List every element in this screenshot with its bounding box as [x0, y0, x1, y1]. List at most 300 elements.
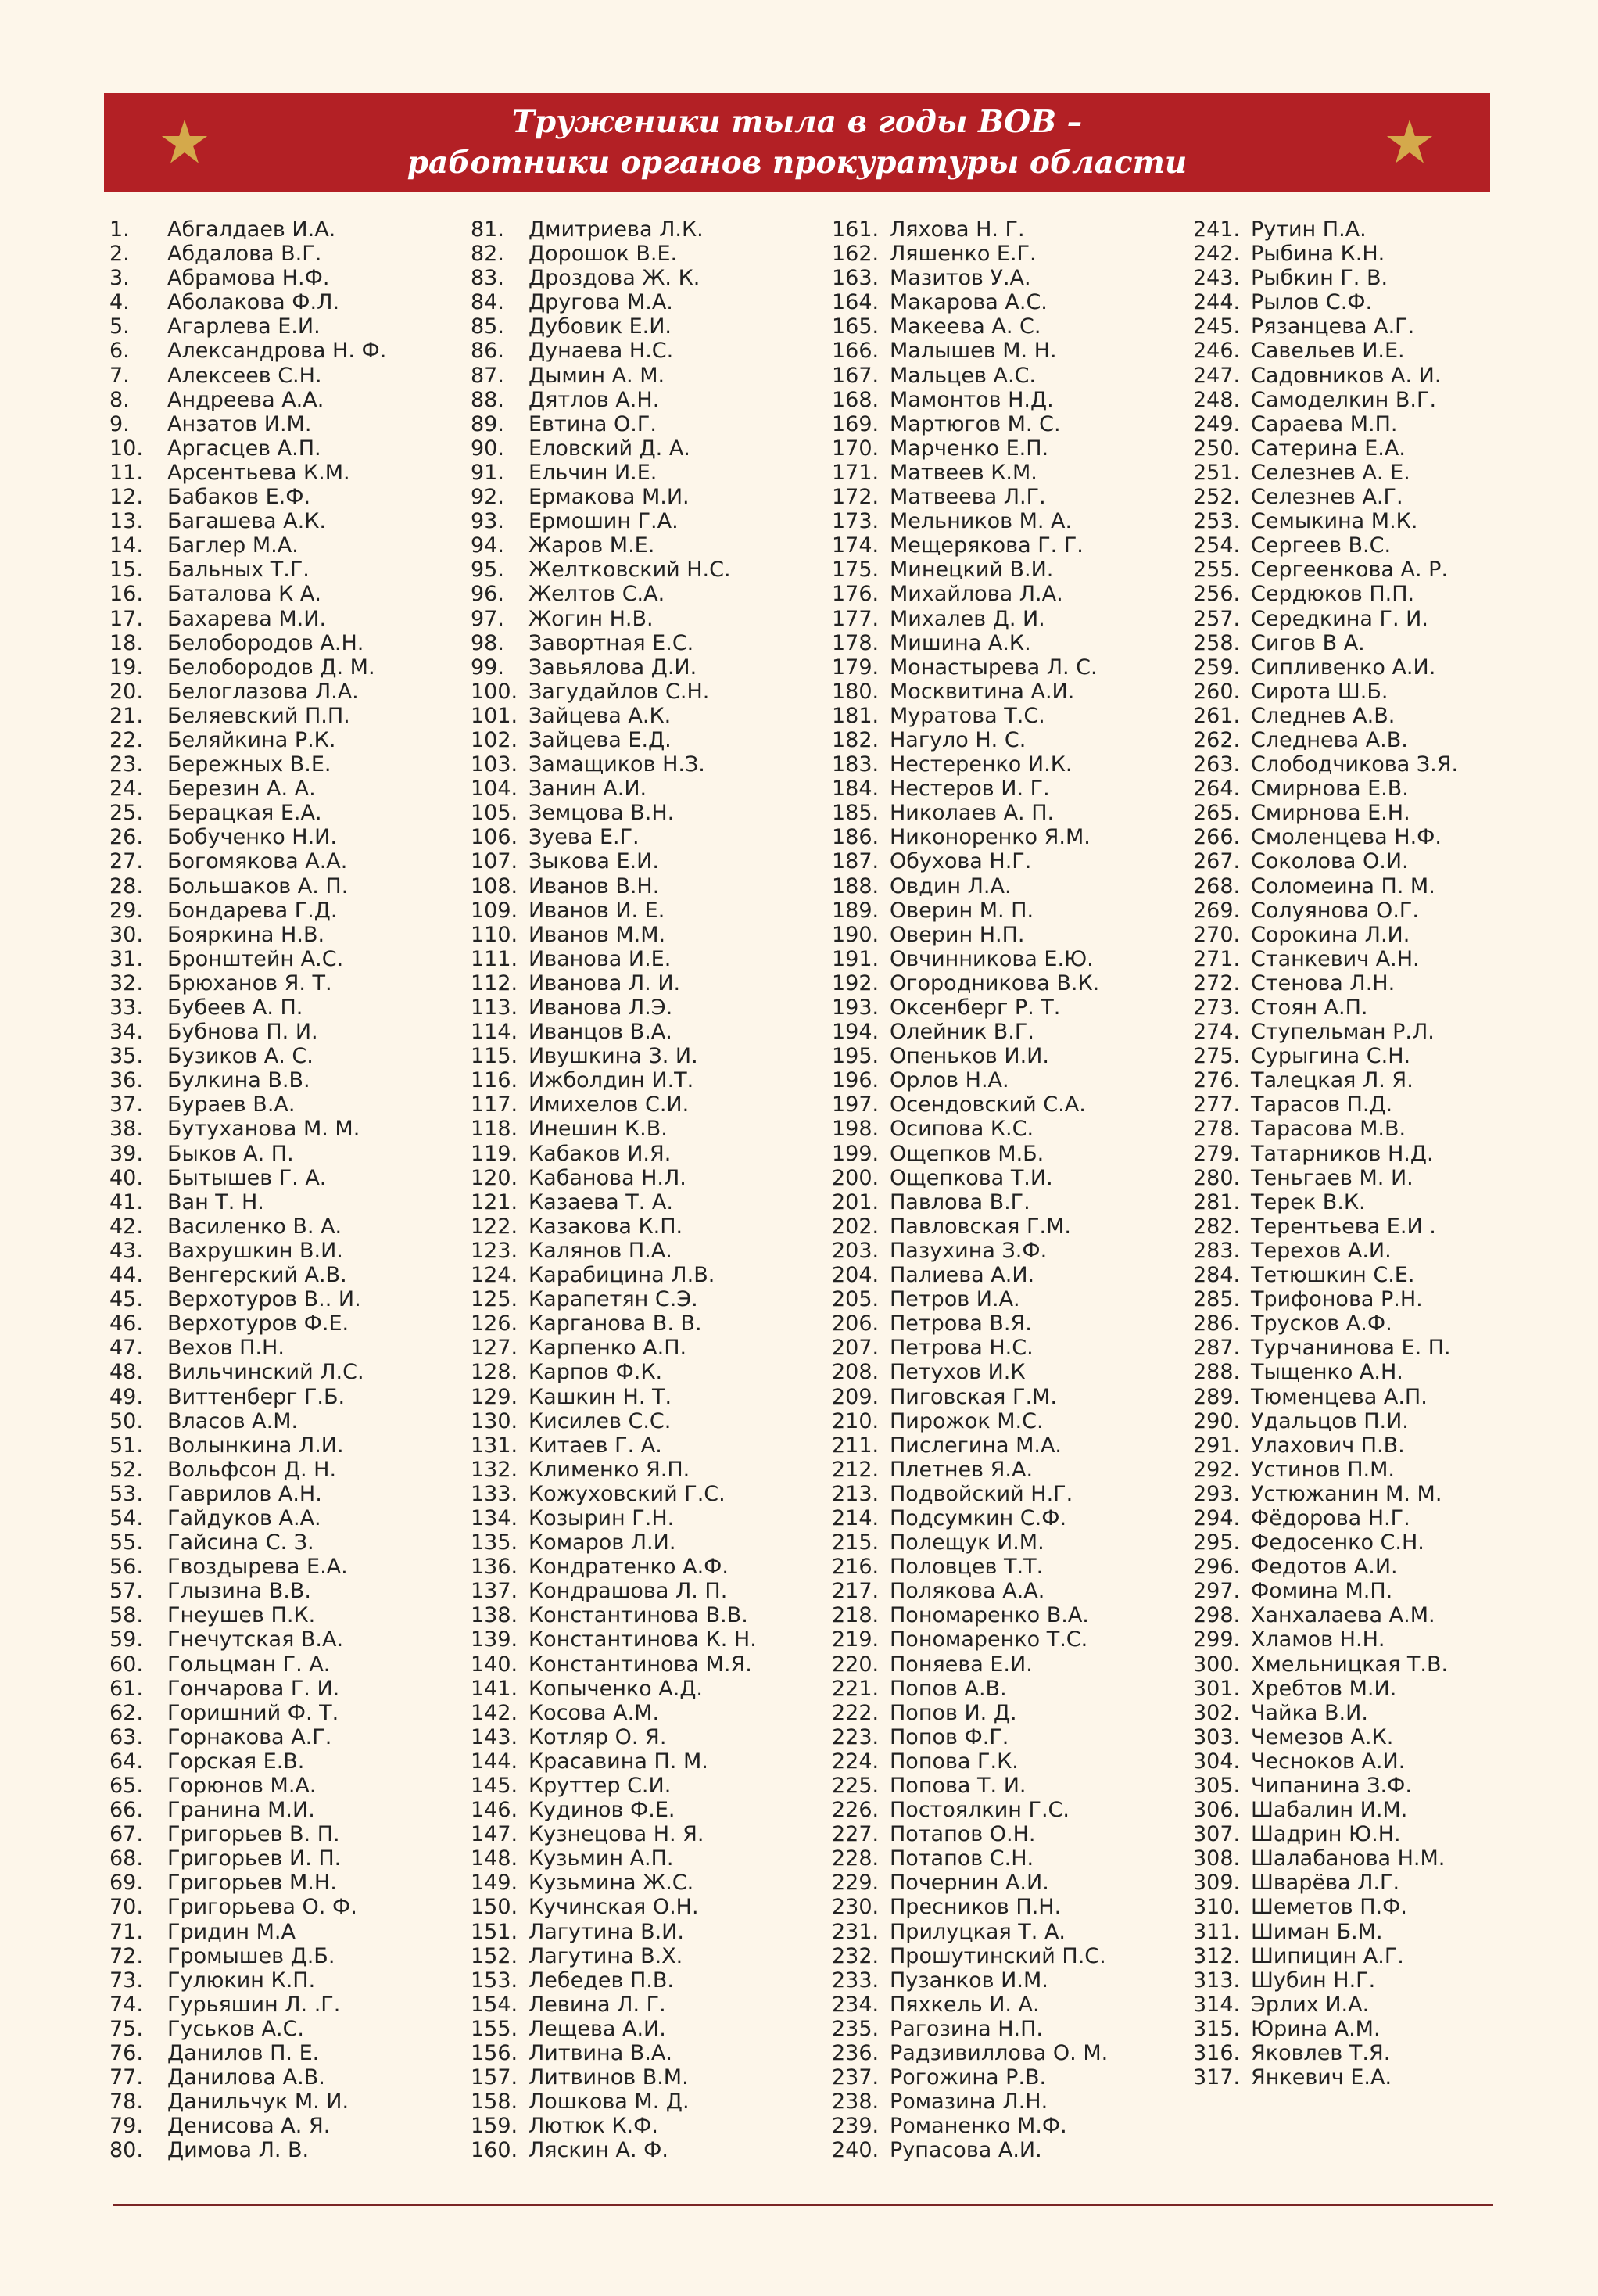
list-item	[1193, 290, 1553, 314]
list-item	[1193, 1239, 1553, 1263]
list-item	[1193, 1385, 1553, 1409]
list-item	[109, 655, 469, 680]
list-item-name: Булкина В.В.	[167, 1068, 310, 1093]
list-item-name: Подсумкин С.Ф.	[890, 1505, 1067, 1530]
list-item-name: Мамонтов Н.Д.	[890, 387, 1054, 412]
list-item	[109, 266, 469, 290]
list-item	[832, 1190, 1191, 1214]
list-item	[471, 1458, 830, 1482]
list-item-name: Лагутина В.И.	[528, 1919, 684, 1944]
list-item-name: Ханхалаева А.М.	[1251, 1603, 1435, 1628]
list-item-number: 109.	[471, 898, 518, 923]
list-item	[471, 849, 830, 874]
list-item-name: Гранина М.И.	[167, 1798, 315, 1823]
list-item-name: Пирожок М.С.	[890, 1408, 1044, 1433]
list-item-number: 43.	[109, 1238, 143, 1263]
list-item	[1193, 388, 1553, 412]
list-item-name: Димова Л. В.	[167, 2138, 310, 2163]
list-item-number: 313.	[1193, 1968, 1241, 1993]
list-item-number: 294.	[1193, 1505, 1241, 1530]
list-item	[109, 1239, 469, 1263]
list-item-number: 307.	[1193, 1822, 1241, 1847]
list-item	[1193, 752, 1553, 777]
list-item-name: Вольфсон Д. Н.	[167, 1457, 337, 1482]
list-item-number: 154.	[471, 1992, 518, 2017]
list-item-name: Матвеева Л.Г.	[890, 485, 1046, 510]
list-item-name: Берацкая Е.А.	[167, 801, 322, 826]
list-item-name: Шалабанова Н.М.	[1251, 1846, 1446, 1871]
list-item-number: 124.	[471, 1263, 518, 1288]
list-item-number: 184.	[832, 777, 880, 802]
list-item-name: Бутуханова М. М.	[167, 1117, 360, 1142]
list-item-name: Сатерина Е.А.	[1251, 436, 1406, 461]
list-item	[471, 1677, 830, 1701]
list-item	[832, 752, 1191, 777]
list-item-name: Абрамова Н.Ф.	[167, 266, 330, 291]
list-item	[109, 1944, 469, 1968]
list-item	[471, 971, 830, 996]
list-item	[471, 874, 830, 899]
list-item	[471, 1142, 830, 1166]
list-item-number: 132.	[471, 1457, 518, 1482]
list-item-number: 314.	[1193, 1992, 1241, 2017]
list-item	[109, 1920, 469, 1944]
list-item	[832, 2090, 1191, 2114]
list-item-name: Дроздова Ж. К.	[528, 266, 700, 291]
list-item-number: 100.	[471, 679, 518, 704]
list-item	[1193, 1871, 1553, 1895]
list-item-name: Константинова В.В.	[528, 1603, 748, 1628]
list-item-name: Тетюшкин С.Е.	[1251, 1263, 1415, 1288]
list-item	[109, 412, 469, 436]
list-item	[832, 704, 1191, 728]
list-item	[1193, 1920, 1553, 1944]
list-item	[471, 388, 830, 412]
list-item-number: 105.	[471, 801, 518, 826]
list-item-name: Овдин Л.А.	[890, 874, 1012, 899]
list-item-number: 65.	[109, 1774, 143, 1798]
list-item	[832, 1166, 1191, 1190]
list-item-name: Жаров М.Е.	[528, 533, 655, 558]
list-item-name: Кучинская О.Н.	[528, 1895, 699, 1920]
list-item-number: 251.	[1193, 460, 1241, 485]
list-item-number: 189.	[832, 898, 880, 923]
list-item-name: Алексеев С.Н.	[167, 363, 322, 388]
list-item-number: 32.	[109, 970, 143, 996]
list-item-name: Арсентьева К.М.	[167, 460, 350, 485]
list-item-number: 72.	[109, 1943, 143, 1968]
list-item	[471, 1774, 830, 1798]
list-item-name: Иванов В.Н.	[528, 874, 660, 899]
list-item-number: 63.	[109, 1724, 143, 1749]
list-item-name: Почернин А.И.	[890, 1871, 1049, 1896]
list-item-name: Власов А.М.	[167, 1408, 299, 1433]
list-item	[109, 2017, 469, 2041]
list-item-number: 196.	[832, 1068, 880, 1093]
list-item-number: 266.	[1193, 825, 1241, 850]
list-item-name: Палиева А.И.	[890, 1263, 1035, 1288]
list-item	[471, 1993, 830, 2017]
list-item-number: 174.	[832, 533, 880, 558]
list-item-name: Бытышев Г. А.	[167, 1165, 327, 1190]
list-item	[832, 388, 1191, 412]
list-item-number: 89.	[471, 411, 504, 436]
list-item-number: 24.	[109, 777, 143, 802]
list-item	[832, 1555, 1191, 1579]
list-item	[109, 242, 469, 266]
list-item	[1193, 1020, 1553, 1044]
list-item-number: 129.	[471, 1384, 518, 1409]
list-item	[109, 1287, 469, 1311]
list-item-name: Оверин М. П.	[890, 898, 1034, 923]
list-item	[1193, 217, 1553, 242]
list-item	[109, 899, 469, 923]
list-item-name: Бронштейн А.С.	[167, 946, 344, 971]
list-item	[1193, 1287, 1553, 1311]
list-item	[1193, 971, 1553, 996]
list-item-name: Лютюк К.Ф.	[528, 2114, 658, 2139]
list-item-name: Попова Т. И.	[890, 1774, 1027, 1798]
list-item-number: 81.	[471, 217, 504, 242]
list-item-name: Лещева А.И.	[528, 2016, 666, 2041]
list-item	[1193, 1311, 1553, 1336]
list-item-name: Мельников М. А.	[890, 509, 1073, 534]
list-item	[832, 2138, 1191, 2162]
list-item-name: Ляхова Н. Г.	[890, 217, 1025, 242]
list-item	[471, 1360, 830, 1384]
list-item	[471, 558, 830, 582]
list-item-name: Круттер С.И.	[528, 1774, 672, 1798]
list-item-name: Макарова А.С.	[890, 290, 1048, 315]
list-item-number: 8.	[109, 387, 130, 412]
list-item	[1193, 1846, 1553, 1871]
list-item	[832, 1822, 1191, 1846]
list-item	[1193, 680, 1553, 704]
list-item-number: 295.	[1193, 1530, 1241, 1555]
list-item	[832, 1603, 1191, 1627]
list-item-number: 92.	[471, 485, 504, 510]
list-item	[109, 314, 469, 339]
list-item	[832, 1774, 1191, 1798]
list-item-name: Хребтов М.И.	[1251, 1676, 1397, 1701]
list-item	[1193, 1822, 1553, 1846]
list-item-number: 296.	[1193, 1555, 1241, 1580]
list-item-name: Пазухина З.Ф.	[890, 1238, 1048, 1263]
list-item-number: 6.	[109, 339, 130, 364]
list-item	[832, 1749, 1191, 1774]
list-item-number: 225.	[832, 1774, 880, 1798]
list-item-name: Желтов С.А.	[528, 582, 665, 607]
list-item	[1193, 704, 1553, 728]
list-item-name: Бахарева М.И.	[167, 606, 327, 631]
list-item-name: Бубеев А. П.	[167, 996, 303, 1020]
list-item-number: 259.	[1193, 655, 1241, 680]
list-item-name: Сорокина Л.И.	[1251, 922, 1410, 947]
list-item-name: Григорьев И. П.	[167, 1846, 342, 1871]
list-item	[1193, 655, 1553, 680]
list-item-number: 137.	[471, 1579, 518, 1604]
list-item-number: 232.	[832, 1943, 880, 1968]
list-item	[471, 1092, 830, 1117]
list-item-name: Горюнов М.А.	[167, 1774, 317, 1798]
list-item-number: 2.	[109, 242, 130, 267]
list-item-number: 143.	[471, 1724, 518, 1749]
list-item-name: Петухов И.К	[890, 1360, 1026, 1385]
list-item-name: Иванцов В.А.	[528, 1020, 672, 1045]
list-item	[109, 1385, 469, 1409]
list-item	[832, 1944, 1191, 1968]
list-item	[109, 1214, 469, 1239]
list-item-number: 44.	[109, 1263, 143, 1288]
list-item-name: Обухова Н.Г.	[890, 849, 1032, 874]
list-item-number: 220.	[832, 1652, 880, 1677]
list-item-name: Попов А.В.	[890, 1676, 1007, 1701]
list-item-number: 53.	[109, 1481, 143, 1506]
list-item	[109, 1311, 469, 1336]
list-item	[1193, 923, 1553, 947]
list-item	[832, 364, 1191, 388]
list-item-number: 168.	[832, 387, 880, 412]
list-item-name: Пресников П.Н.	[890, 1895, 1062, 1920]
list-item-number: 16.	[109, 582, 143, 607]
list-item-name: Янкевич Е.А.	[1251, 2065, 1392, 2090]
list-item	[1193, 1944, 1553, 1968]
list-item	[471, 1506, 830, 1530]
list-item-name: Сергеенкова А. Р.	[1251, 558, 1449, 583]
list-item	[471, 923, 830, 947]
list-item-name: Зуева Е.Г.	[528, 825, 640, 850]
list-item-name: Фёдорова Н.Г.	[1251, 1505, 1410, 1530]
list-item-name: Смирнова Е.В.	[1251, 777, 1409, 802]
list-item-name: Кабанова Н.Л.	[528, 1165, 686, 1190]
list-item-number: 158.	[471, 2090, 518, 2115]
list-item	[109, 1677, 469, 1701]
list-item	[832, 1068, 1191, 1092]
list-item	[109, 2090, 469, 2114]
list-item	[109, 1506, 469, 1530]
list-item	[832, 1701, 1191, 1725]
list-item-number: 125.	[471, 1287, 518, 1312]
list-item	[832, 412, 1191, 436]
list-item-name: Гурьяшин Л. .Г.	[167, 1992, 341, 2017]
list-item	[1193, 2041, 1553, 2065]
list-item	[1193, 1677, 1553, 1701]
list-item	[109, 801, 469, 825]
list-item-name: Литвинов В.М.	[528, 2065, 689, 2090]
list-item-name: Федосенко С.Н.	[1251, 1530, 1424, 1555]
list-item-name: Попов Ф.Г.	[890, 1724, 1009, 1749]
list-item-name: Подвойский Н.Г.	[890, 1481, 1073, 1506]
list-item	[1193, 1555, 1553, 1579]
list-item	[109, 364, 469, 388]
list-item	[109, 680, 469, 704]
list-item	[1193, 1774, 1553, 1798]
list-item-number: 39.	[109, 1141, 143, 1166]
list-item-name: Зайцева Е.Д.	[528, 727, 672, 752]
list-item-name: Пономаренко Т.С.	[890, 1627, 1088, 1652]
list-item-name: Евтина О.Г.	[528, 411, 657, 436]
list-item	[832, 461, 1191, 485]
list-item	[109, 1530, 469, 1555]
list-item-number: 256.	[1193, 582, 1241, 607]
list-item	[832, 533, 1191, 558]
list-item-name: Бережных В.Е.	[167, 752, 331, 777]
list-item-number: 56.	[109, 1555, 143, 1580]
list-item-name: Фомина М.П.	[1251, 1579, 1393, 1604]
list-item-name: Юрина А.М.	[1251, 2016, 1381, 2041]
list-item-number: 193.	[832, 996, 880, 1020]
list-item	[1193, 412, 1553, 436]
list-item	[109, 290, 469, 314]
list-item	[1193, 1701, 1553, 1725]
list-item-name: Нестеров И. Г.	[890, 777, 1050, 802]
list-item-number: 142.	[471, 1700, 518, 1725]
list-item-number: 240.	[832, 2138, 880, 2163]
list-item-number: 34.	[109, 1020, 143, 1045]
list-item-name: Казаева Т. А.	[528, 1189, 673, 1214]
list-item-number: 270.	[1193, 922, 1241, 947]
list-item-number: 297.	[1193, 1579, 1241, 1604]
list-item-name: Левина Л. Г.	[528, 1992, 666, 2017]
list-item-number: 57.	[109, 1579, 143, 1604]
list-item-name: Стоян А.П.	[1251, 996, 1368, 1020]
list-item-name: Тюменцева А.П.	[1251, 1384, 1428, 1409]
list-item	[471, 1409, 830, 1433]
list-item-name: Дятлов А.Н.	[528, 387, 660, 412]
list-item-number: 267.	[1193, 849, 1241, 874]
list-item-name: Яковлев Т.Я.	[1251, 2041, 1391, 2066]
list-item-number: 245.	[1193, 314, 1241, 339]
list-item-name: Талецкая Л. Я.	[1251, 1068, 1413, 1093]
list-item	[1193, 1895, 1553, 1919]
list-item-number: 40.	[109, 1165, 143, 1190]
list-item	[471, 2114, 830, 2138]
list-item-number: 20.	[109, 679, 143, 704]
list-item	[1193, 1458, 1553, 1482]
list-item	[471, 1044, 830, 1068]
list-item	[109, 728, 469, 752]
list-item	[832, 1214, 1191, 1239]
list-item-number: 26.	[109, 825, 143, 850]
list-item-name: Муратова Т.С.	[890, 703, 1045, 728]
list-item	[832, 582, 1191, 606]
list-item-name: Огородникова В.К.	[890, 970, 1100, 996]
list-item	[471, 364, 830, 388]
list-item	[109, 1652, 469, 1677]
list-item-number: 201.	[832, 1189, 880, 1214]
list-item-number: 271.	[1193, 946, 1241, 971]
list-item	[832, 1506, 1191, 1530]
list-item	[1193, 1214, 1553, 1239]
list-item-number: 304.	[1193, 1749, 1241, 1774]
list-item-number: 82.	[471, 242, 504, 267]
list-item	[1193, 582, 1553, 606]
list-item	[832, 801, 1191, 825]
list-item-number: 22.	[109, 727, 143, 752]
list-item-name: Оверин Н.П.	[890, 922, 1025, 947]
list-item	[832, 1336, 1191, 1360]
list-item-name: Желтковский Н.С.	[528, 558, 731, 583]
list-item-number: 288.	[1193, 1360, 1241, 1385]
list-item	[1193, 1166, 1553, 1190]
list-item-name: Ермошин Г.А.	[528, 509, 679, 534]
list-item-number: 112.	[471, 970, 518, 996]
list-item-name: Казакова К.П.	[528, 1214, 683, 1239]
list-item-number: 60.	[109, 1652, 143, 1677]
list-item-number: 194.	[832, 1020, 880, 1045]
list-item-number: 50.	[109, 1408, 143, 1433]
list-item-number: 127.	[471, 1336, 518, 1361]
list-item	[109, 1749, 469, 1774]
list-item-name: Никоноренко Я.М.	[890, 825, 1091, 850]
list-item-number: 71.	[109, 1919, 143, 1944]
list-item	[471, 1214, 830, 1239]
list-item-number: 103.	[471, 752, 518, 777]
list-item	[832, 242, 1191, 266]
list-item	[109, 558, 469, 582]
list-item	[471, 1895, 830, 1919]
list-item-name: Турчанинова Е. П.	[1251, 1336, 1451, 1361]
list-item-number: 46.	[109, 1311, 143, 1336]
list-item-number: 102.	[471, 727, 518, 752]
list-item-name: Соломеина П. М.	[1251, 874, 1435, 899]
list-item	[109, 1117, 469, 1141]
list-item-number: 237.	[832, 2065, 880, 2090]
list-item	[832, 2017, 1191, 2041]
list-item	[471, 461, 830, 485]
list-item-number: 156.	[471, 2041, 518, 2066]
list-item-name: Москвитина А.И.	[890, 679, 1075, 704]
list-item-name: Осипова К.С.	[890, 1117, 1034, 1142]
list-item-name: Михалев Д. И.	[890, 606, 1045, 631]
list-item	[109, 1725, 469, 1749]
list-item	[109, 582, 469, 606]
list-item-name: Другова М.А.	[528, 290, 673, 315]
list-item	[1193, 899, 1553, 923]
name-list-column-2	[471, 217, 830, 2163]
list-item-number: 79.	[109, 2114, 143, 2139]
list-item-name: Кондрашова Л. П.	[528, 1579, 728, 1604]
list-item-name: Радзивиллова О. М.	[890, 2041, 1109, 2066]
list-item	[109, 923, 469, 947]
list-item-number: 80.	[109, 2138, 143, 2163]
list-item	[109, 971, 469, 996]
list-item-number: 214.	[832, 1505, 880, 1530]
list-item-number: 209.	[832, 1384, 880, 1409]
list-item-name: Кожуховский Г.С.	[528, 1481, 726, 1506]
list-item-name: Гайдуков А.А.	[167, 1505, 321, 1530]
list-item	[1193, 1360, 1553, 1384]
title-banner	[104, 93, 1490, 192]
list-item-number: 190.	[832, 922, 880, 947]
list-item	[471, 266, 830, 290]
list-item-number: 187.	[832, 849, 880, 874]
list-item-name: Имихелов С.И.	[528, 1092, 690, 1118]
list-item-number: 85.	[471, 314, 504, 339]
list-item-number: 29.	[109, 898, 143, 923]
list-item-name: Рыбина К.Н.	[1251, 242, 1385, 267]
list-item-number: 27.	[109, 849, 143, 874]
list-item-number: 66.	[109, 1798, 143, 1823]
list-item	[109, 1092, 469, 1117]
list-item-name: Данильчук М. И.	[167, 2090, 349, 2115]
list-item-number: 96.	[471, 582, 504, 607]
list-item	[109, 1336, 469, 1360]
list-item	[109, 217, 469, 242]
list-item-number: 272.	[1193, 970, 1241, 996]
list-item	[832, 1239, 1191, 1263]
list-item	[471, 1652, 830, 1677]
